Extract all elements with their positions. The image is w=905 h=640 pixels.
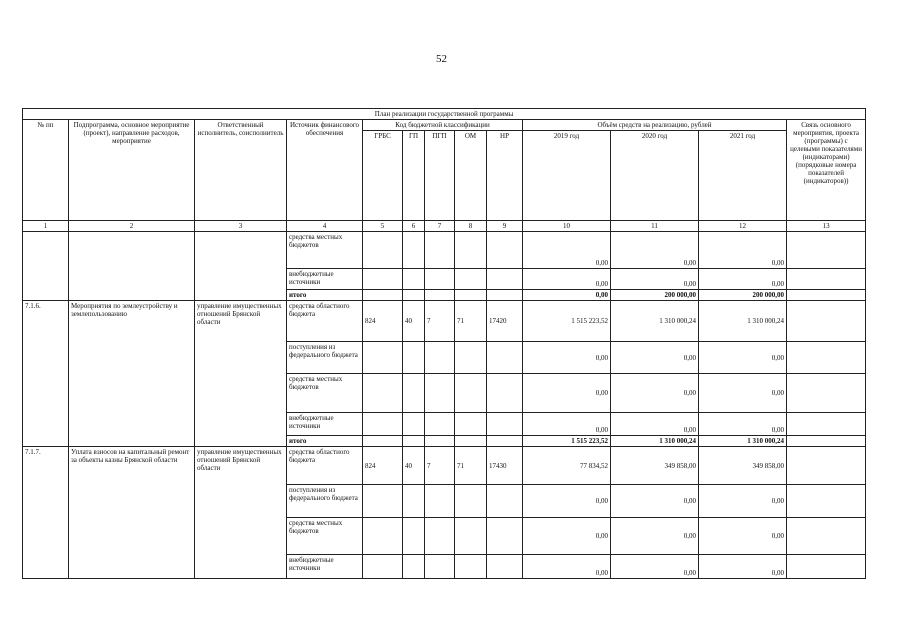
table-title-row: [23, 109, 866, 120]
cell-2020: 0,00: [611, 413, 699, 436]
cell-source: поступления из федерального бюджета: [287, 342, 363, 374]
cell-source: средства областного бюджета: [287, 301, 363, 342]
cell-executor: управление имущественных отношений Брянской области: [195, 447, 287, 579]
header-link: Связь основного мероприятия, проекта (программы) с целевыми показателями (индикаторами) (порядковые номера показателей (индикаторов)): [787, 120, 866, 221]
cell-np: 17430: [487, 447, 523, 485]
cell-2020: 0,00: [611, 269, 699, 290]
cell-name: Мероприятия по землеустройству и землепользованию: [69, 301, 195, 447]
cell-name: Уплата взносов на капитальный ремонт за объекты казны Брянской области: [69, 447, 195, 579]
cell-source: внебюджетные источники: [287, 555, 363, 579]
cell-2020: 1 310 000,24: [611, 436, 699, 447]
col-number: 6: [403, 221, 425, 232]
cell-2021: 0,00: [699, 232, 787, 269]
col-number: 9: [487, 221, 523, 232]
cell-executor: [195, 232, 287, 301]
cell-source: внебюджетные источники: [287, 413, 363, 436]
cell-2020: 1 310 000,24: [611, 301, 699, 342]
cell-2021: 0,00: [699, 485, 787, 518]
header-2021: 2021 год: [699, 131, 787, 221]
cell-2021: 1 310 000,24: [699, 301, 787, 342]
col-number: 10: [523, 221, 611, 232]
cell-pgp: 7: [425, 301, 455, 342]
cell-2019: 0,00: [523, 342, 611, 374]
cell-source: средства местных бюджетов: [287, 232, 363, 269]
cell-2020: 0,00: [611, 518, 699, 555]
cell-source: средства местных бюджетов: [287, 374, 363, 413]
header-num: № пп: [23, 120, 69, 221]
cell-2021: 0,00: [699, 342, 787, 374]
cell-source: итого: [287, 436, 363, 447]
cell-source: средства областного бюджета: [287, 447, 363, 485]
header-volume: Объём средств на реализацию, рублей: [523, 120, 787, 131]
col-number: 4: [287, 221, 363, 232]
header-om: ОМ: [455, 131, 487, 221]
col-number: 3: [195, 221, 287, 232]
cell-2021: 0,00: [699, 413, 787, 436]
col-number: 12: [699, 221, 787, 232]
cell-num: 7.1.6.: [23, 301, 69, 447]
cell-om: 71: [455, 447, 487, 485]
cell-grbs: 824: [363, 301, 403, 342]
header-np: НР: [487, 131, 523, 221]
col-number: 1: [23, 221, 69, 232]
cell-2019: 0,00: [523, 374, 611, 413]
cell-2020: 0,00: [611, 232, 699, 269]
cell-2019: 0,00: [523, 518, 611, 555]
cell-2019: 0,00: [523, 413, 611, 436]
header-grbs: ГРБС: [363, 131, 403, 221]
cell-source: средства местных бюджетов: [287, 518, 363, 555]
cell-source: внебюджетные источники: [287, 269, 363, 290]
cell-np: 17420: [487, 301, 523, 342]
col-number: 7: [425, 221, 455, 232]
cell-pgp: 7: [425, 447, 455, 485]
cell-2019: 0,00: [523, 232, 611, 269]
cell-name: [69, 232, 195, 301]
cell-executor: управление имущественных отношений Брянской области: [195, 301, 287, 447]
cell-num: 7.1.7.: [23, 447, 69, 579]
cell-2021: 200 000,00: [699, 290, 787, 301]
col-number: 2: [69, 221, 195, 232]
cell-2020: 0,00: [611, 342, 699, 374]
cell-grbs: 824: [363, 447, 403, 485]
cell-2019: 1 515 223,52: [523, 301, 611, 342]
col-number: 8: [455, 221, 487, 232]
header-source: Источник финансового обеспечения: [287, 120, 363, 221]
cell-2021: 0,00: [699, 518, 787, 555]
cell-om: 71: [455, 301, 487, 342]
cell-2019: 1 515 223,52: [523, 436, 611, 447]
header-row-1: [23, 120, 866, 131]
table-row: [23, 301, 866, 342]
cell-num: [23, 232, 69, 301]
cell-source: поступления из федерального бюджета: [287, 485, 363, 518]
cell-2020: 200 000,00: [611, 290, 699, 301]
cell-2020: 0,00: [611, 555, 699, 579]
cell-2019: 0,00: [523, 269, 611, 290]
header-pgp: ПГП: [425, 131, 455, 221]
cell-2019: 77 834,52: [523, 447, 611, 485]
header-subprogram: Подпрограмма, основное мероприятие (проект), направление расходов, мероприятие: [69, 120, 195, 221]
cell-source: итого: [287, 290, 363, 301]
cell-2021: 0,00: [699, 269, 787, 290]
cell-2019: 0,00: [523, 555, 611, 579]
col-number: 13: [787, 221, 866, 232]
header-gp: ГП: [403, 131, 425, 221]
cell-2021: 0,00: [699, 374, 787, 413]
table-row: [23, 232, 866, 269]
cell-2020: 0,00: [611, 374, 699, 413]
header-2020: 2020 год: [611, 131, 699, 221]
header-budget-code: Код бюджетной классификации: [363, 120, 523, 131]
cell-gp: 40: [403, 301, 425, 342]
cell-2021: 1 310 000,24: [699, 436, 787, 447]
cell-2021: 0,00: [699, 555, 787, 579]
header-2019: 2019 год: [523, 131, 611, 221]
cell-gp: 40: [403, 447, 425, 485]
program-plan-table: [22, 108, 866, 579]
header-executor: Ответственный исполнитель, соисполнитель: [195, 120, 287, 221]
cell-2021: 349 858,00: [699, 447, 787, 485]
table-row: [23, 447, 866, 485]
cell-2019: 0,00: [523, 485, 611, 518]
page-number: 52: [436, 53, 447, 65]
cell-2019: 0,00: [523, 290, 611, 301]
table-title: План реализации государственной программы: [23, 109, 866, 120]
column-number-row: [23, 221, 866, 232]
col-number: 11: [611, 221, 699, 232]
cell-2020: 0,00: [611, 485, 699, 518]
cell-2020: 349 858,00: [611, 447, 699, 485]
col-number: 5: [363, 221, 403, 232]
